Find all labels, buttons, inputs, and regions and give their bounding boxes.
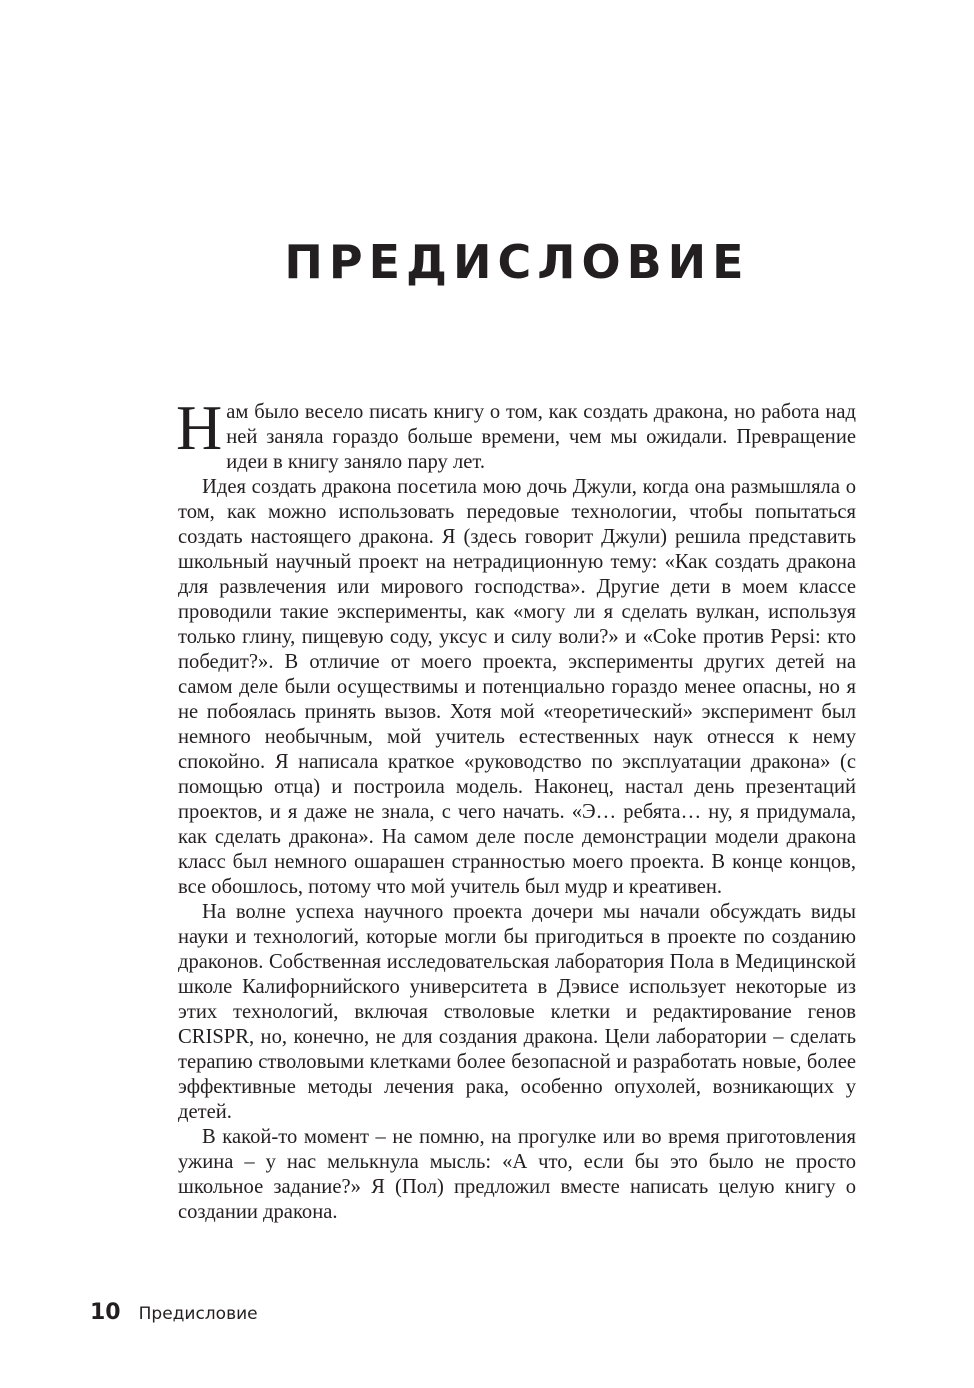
paragraph-1 xyxy=(176,392,856,475)
drop-cap: Н xyxy=(176,392,223,463)
paragraph-2: Идея создать дракона посетила мою дочь Джули, когда она размышляла о том, как можно использовать передовые технологии, чтобы попытаться создать настоящего дракона. Я (здесь говорит Джули) решила представить школьный научный проект на нетрадиционную тему: «Как создать дракона для развлечения или мирового господства». Другие дети в моем классе проводили такие эксперименты, как «могу ли я сделать вулкан, используя только глину, пищевую соду, уксус и силу воли?» и «Coke против Pepsi: кто победит?». В отличие от моего проекта, эксперименты других детей на самом деле были осуществимы и потенциально гораздо менее опасны, но я не побоялась принять вызов. Хотя мой «теоретический» эксперимент был немного необычным, мой учитель естественных наук отнесся к нему спокойно. Я написала краткое «руководство по эксплуатации дракона» (с помощью отца) и построила модель. Наконец, настал день презентаций проектов, и я даже не знала, с чего начать. «Э… ребята… ну, я придумала, как сделать дракона». На самом деле после демонстрации модели дракона класс был немного ошарашен странностью моего проекта. В конце концов, все обошлось, потому что мой учитель был мудр и креативен. xyxy=(178,476,856,898)
page-number: 10 xyxy=(90,1300,121,1325)
running-title: Предисловие xyxy=(138,1304,258,1324)
page-footer xyxy=(90,1300,258,1336)
paragraph-4: В какой-то момент – не помню, на прогулке или во время приготовления ужина – у нас мелькнула мысль: «А что, если бы это было не просто школьное задание?» Я (Пол) предложил вместе написать целую книгу о создании дракона. xyxy=(178,1126,856,1223)
body-text xyxy=(176,392,856,1225)
paragraph-3: На волне успеха научного проекта дочери мы начали обсуждать виды науки и технологий, которые могли бы пригодиться в проекте по созданию драконов. Собственная исследовательская лаборатория Пола в Медицинской школе Калифорнийского университета в Дэвисе использует некоторые из этих технологий, включая стволовые клетки и редактирование генов CRISPR, но, конечно, не для создания дракона. Цели лаборатории – сделать терапию стволовыми клетками более безопасной и разработать новые, более эффективные методы лечения рака, особенно опухолей, возникающих у детей. xyxy=(178,901,856,1123)
paragraph-1-text: ам было весело писать книгу о том, как создать дракона, но работа над ней заняла гораздо больше времени, чем мы ожидали. Превращение идеи в книгу заняло пару лет. xyxy=(226,401,856,473)
chapter-title: ПРЕДИСЛОВИЕ xyxy=(284,235,750,289)
